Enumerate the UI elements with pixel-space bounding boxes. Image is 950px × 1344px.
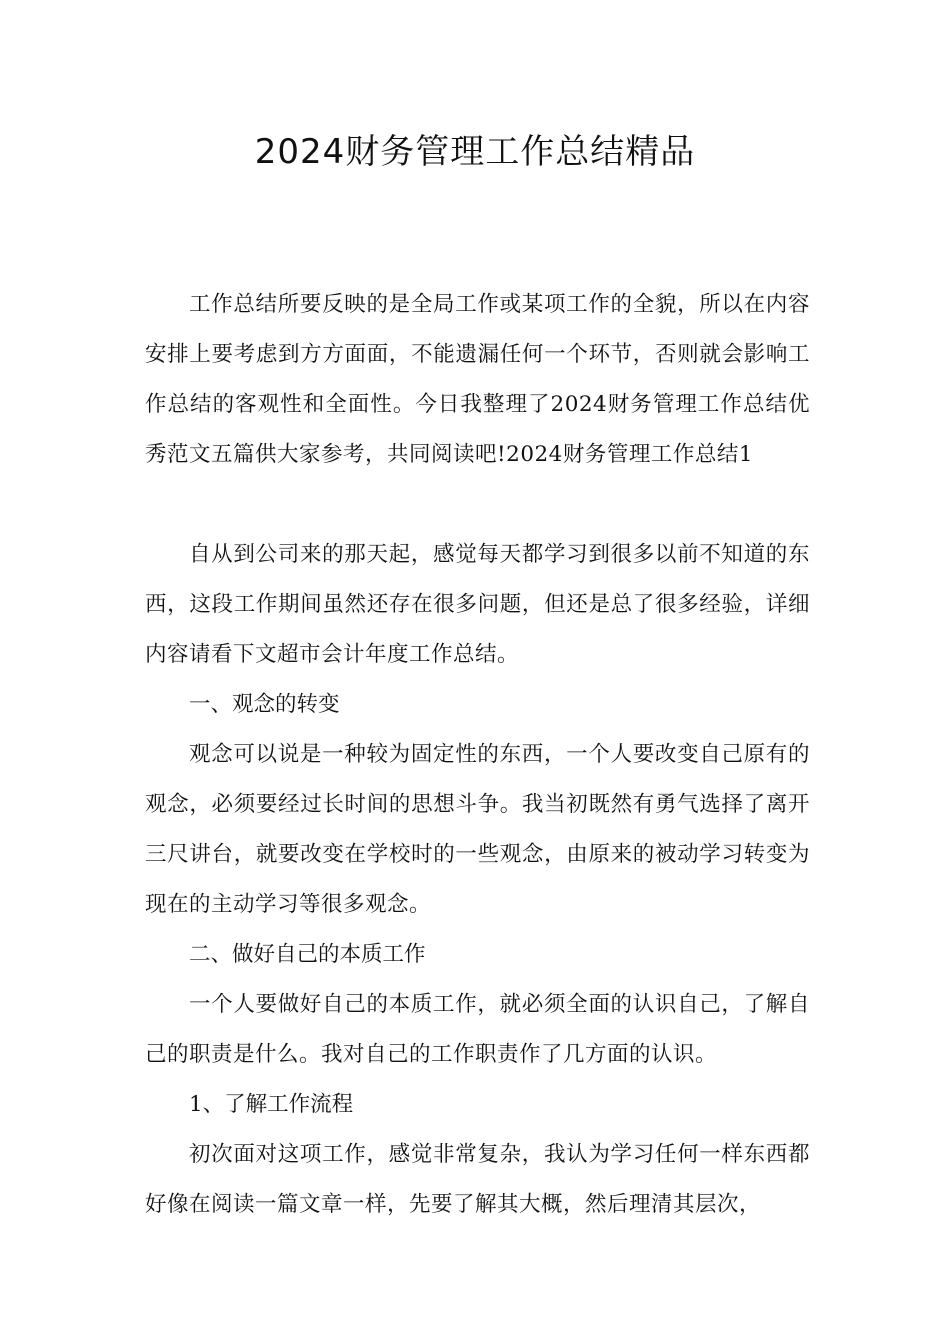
section-heading: 1、了解工作流程: [189, 1092, 354, 1117]
document-title: 2024财务管理工作总结精品: [254, 132, 696, 172]
document-body: [145, 280, 810, 1230]
intro-paragraph: 工作总结所要反映的是全局工作或某项工作的全貌，所以在内容安排上要考虑到方方面面，不能遗漏任何一个环节，否则就会影响工作总结的客观性和全面性。今日我整理了2024财务管理工作总结优秀范文五篇供大家参考，共同阅读吧!2024财务管理工作总结1: [145, 292, 810, 467]
body-paragraph: 初次面对这项工作，感觉非常复杂，我认为学习任何一样东西都好像在阅读一篇文章一样，先要了解其大概，然后理清其层次，: [145, 1142, 810, 1217]
section-heading: 二、做好自己的本质工作: [189, 942, 426, 967]
section-heading: 一、观念的转变: [189, 692, 340, 717]
body-paragraph: 观念可以说是一种较为固定性的东西，一个人要改变自己原有的观念，必须要经过长时间的思想斗争。我当初既然有勇气选择了离开三尺讲台，就要改变在学校时的一些观念，由原来的被动学习转变为现在的主动学习等很多观念。: [145, 742, 810, 917]
body-paragraph: 自从到公司来的那天起，感觉每天都学习到很多以前不知道的东西，这段工作期间虽然还存在很多问题，但还是总了很多经验，详细内容请看下文超市会计年度工作总结。: [145, 542, 810, 667]
paragraph-gap: [145, 480, 810, 530]
body-paragraph: 一个人要做好自己的本质工作，就必须全面的认识自己，了解自己的职责是什么。我对自己的工作职责作了几方面的认识。: [145, 992, 810, 1067]
